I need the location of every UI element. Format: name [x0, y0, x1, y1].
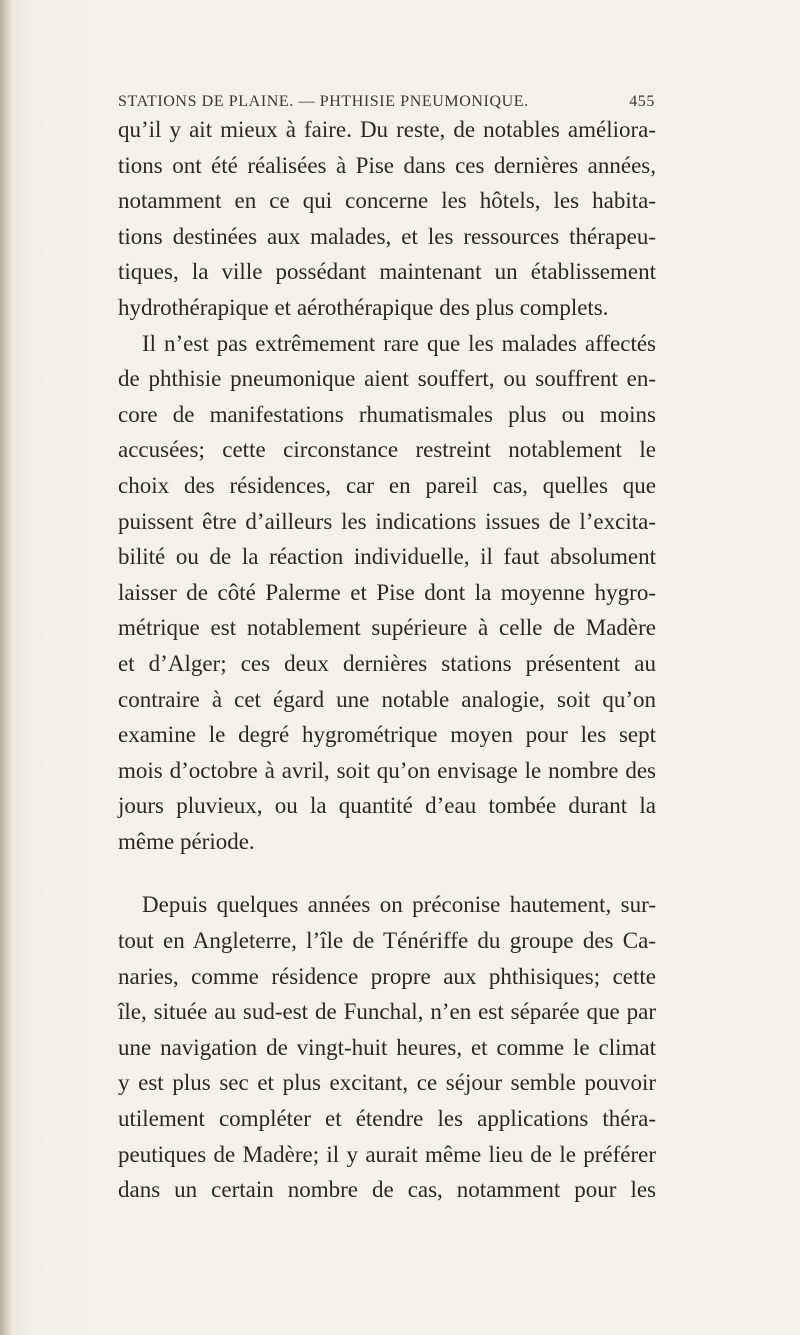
- text-line: contraire à cet égard une notable analogie, soit qu’on: [118, 686, 656, 712]
- text-line: Il n’est pas extrêmement rare que les malades affectés: [142, 330, 656, 356]
- text-line: tout en Angleterre, l’île de Ténériffe du groupe des Ca-: [118, 928, 656, 954]
- paragraph: [118, 112, 656, 326]
- text-line: tions destinées aux malades, et les ressources thérapeu-: [118, 223, 656, 249]
- text-line: puissent être d’ailleurs les indications issues de l’excita-: [118, 508, 656, 534]
- text-line: utilement compléter et étendre les applications théra-: [118, 1106, 656, 1132]
- body-text: [118, 112, 656, 1208]
- text-line: laisser de côté Palerme et Pise dont la moyenne hygro-: [118, 579, 656, 605]
- text-line: île, située au sud-est de Funchal, n’en est séparée que par: [118, 999, 656, 1025]
- text-line: Depuis quelques années on préconise hautement, sur-: [142, 892, 656, 918]
- text-line: mois d’octobre à avril, soit qu’on envisage le nombre des: [118, 757, 656, 783]
- paragraph-gap: [118, 859, 656, 887]
- text-line: examine le degré hygrométrique moyen pour les sept: [118, 722, 656, 748]
- page-binding-edge: [0, 0, 12, 1335]
- paragraph: [118, 326, 656, 860]
- paragraph: [118, 887, 656, 1207]
- text-line: bilité ou de la réaction individuelle, il faut absolument: [118, 544, 656, 570]
- text-line: de phthisie pneumonique aient souffert, ou souffrent en-: [118, 366, 656, 392]
- text-line: métrique est notablement supérieure à celle de Madère: [118, 615, 656, 641]
- text-line: peutiques de Madère; il y aurait même lieu de le préférer: [118, 1141, 656, 1167]
- text-line: choix des résidences, car en pareil cas, quelles que: [118, 472, 656, 498]
- text-line: jours pluvieux, ou la quantité d’eau tombée durant la: [118, 793, 656, 819]
- text-line: tiques, la ville possédant maintenant un établissement: [118, 259, 656, 285]
- text-line: notamment en ce qui concerne les hôtels, les habita-: [118, 188, 656, 214]
- page-number: 455: [629, 93, 655, 110]
- text-line: core de manifestations rhumatismales plus ou moins: [118, 401, 656, 427]
- text-line: une navigation de vingt-huit heures, et comme le climat: [118, 1034, 656, 1060]
- text-line: hydrothérapique et aérothérapique des plus complets.: [118, 294, 609, 320]
- text-line: y est plus sec et plus excitant, ce séjour semble pouvoir: [118, 1070, 656, 1096]
- text-line: même période.: [118, 828, 255, 854]
- running-title: STATIONS DE PLAINE. — PHTHISIE PNEUMONIQUE.: [118, 93, 529, 110]
- text-line: naries, comme résidence propre aux phthisiques; cette: [118, 963, 656, 989]
- text-line: accusées; cette circonstance restreint notablement le: [118, 437, 656, 463]
- text-line: et d’Alger; ces deux dernières stations présentent au: [118, 650, 656, 676]
- text-line: dans un certain nombre de cas, notamment pour les: [118, 1177, 656, 1203]
- text-line: qu’il y ait mieux à faire. Du reste, de notables améliora-: [118, 117, 656, 142]
- text-line: tions ont été réalisées à Pise dans ces dernières années,: [118, 152, 656, 178]
